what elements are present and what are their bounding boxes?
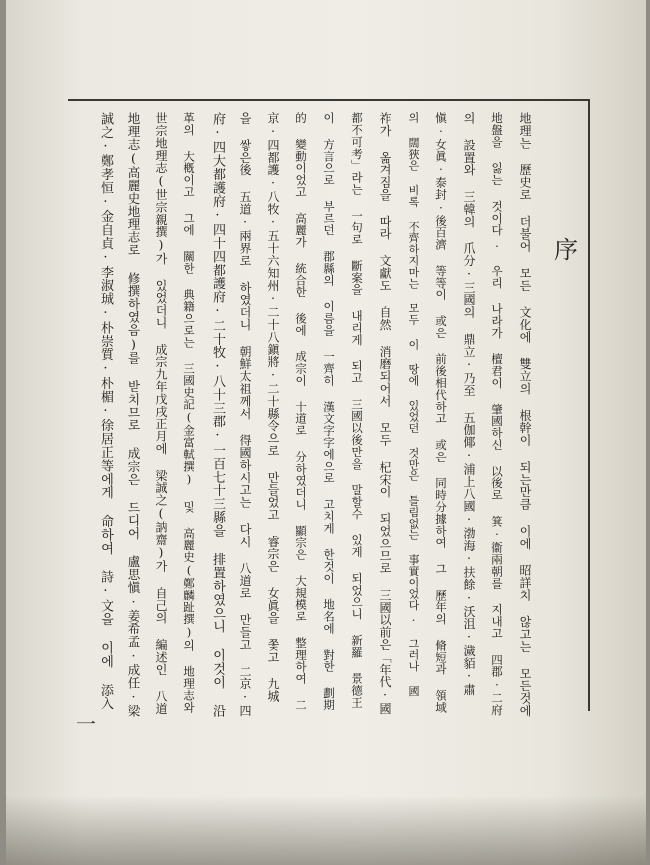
text-column-15: 地理志(高麗史地理志로 修撰하였음)를 받치므로 成宗은 드디어 盧思愼·姜希孟·成任·梁 — [126, 112, 141, 718]
text-column-12: 府·四大都護府·四十四都護府·二十牧·八十三郡·一百七十三縣을 排置하였으니 이것이 沿 — [210, 112, 225, 718]
text-column-3: 의 設置와 三韓의 爪分·三國의 鼎立·乃至 五伽倻·浦上八國·渤海·扶餘·沃沮·濊貊·肅 — [462, 112, 476, 696]
text-column-1: 地理는 歷史로 더불어 모든 文化에 雙立의 根幹이 되는만큼 이에 昭詳치 않고는 모든것에 — [518, 112, 532, 717]
text-column-14: 世宗地理志(世宗親撰)가 있었더니 成宗九年戊戌正月에 梁誠之(訥齋)가 自己의 編述인 八道 — [154, 112, 168, 715]
text-column-11: 을 쌓은後 五道·兩界로 하였더니 朝鮮太祖께서 得國하시고는 다시 八道로 만들고 二京·四 — [238, 112, 252, 717]
text-column-9: 的 變動이었고 高麗가 統合한 後에 成宗이 十道로 分하였더니 顯宗은 大規模로 整理하여 二 — [294, 112, 308, 711]
right-border-rule — [588, 99, 590, 711]
text-column-4: 愼·女眞·泰封·後百濟 等等이 或은 前後相代하고 或은 同時分據하여 그 歷年의 脩短과 領域 — [434, 112, 448, 714]
text-column-7: 都不可考」라는 一句로 斷案을 내리게 되고 三國以後만을 말할수 있게 되었으니 新羅 景德王 — [350, 112, 364, 709]
page-shadow — [6, 795, 646, 865]
book-page — [6, 0, 646, 865]
text-column-2: 地盤을 잃는 것이다. 우리 나라가 檀君이 肇國하신 以後로 箕·衞兩朝를 지내고 四郡·二府 — [490, 112, 504, 716]
text-column-16: 誠之·鄭孝恒·金自貞·李淑珹·朴崇質·朴楣·徐居正等에게 命하여 詩·文을 이에 添入 — [98, 112, 113, 711]
preface-title: 序 — [554, 236, 578, 264]
text-column-6: 祚가 옮겨짐을 따라 文獻도 自然 消磨되어서 모두 杞宋이 되었으므로 三國以前은「年代·國 — [378, 112, 392, 715]
top-border-rule — [68, 99, 590, 101]
text-column-10: 京·四都護·八牧·五十六知州·二十八鎭將·二十縣令으로 만들었고 睿宗은 女眞을 쫓고 九城 — [266, 112, 280, 703]
text-column-13: 革의 大槪이고 그에 關한 典籍으로는 三國史記(金富軾撰) 및 高麗史(鄭麟趾撰)의 地理志와 — [182, 112, 196, 714]
text-column-5: 의 闊狹은 비록 不齊하지마는 모두 이 땅에 있었던 것만은 틀림없는 事實이었다. 그러나 國 — [407, 112, 420, 697]
text-column-8: 이 方言으로 부르던 郡縣의 이름을 一齊히 漢文字字에으로 고치게 한것이 地名에 對한 劃期 — [322, 112, 336, 711]
page-number: 一 — [76, 712, 96, 736]
